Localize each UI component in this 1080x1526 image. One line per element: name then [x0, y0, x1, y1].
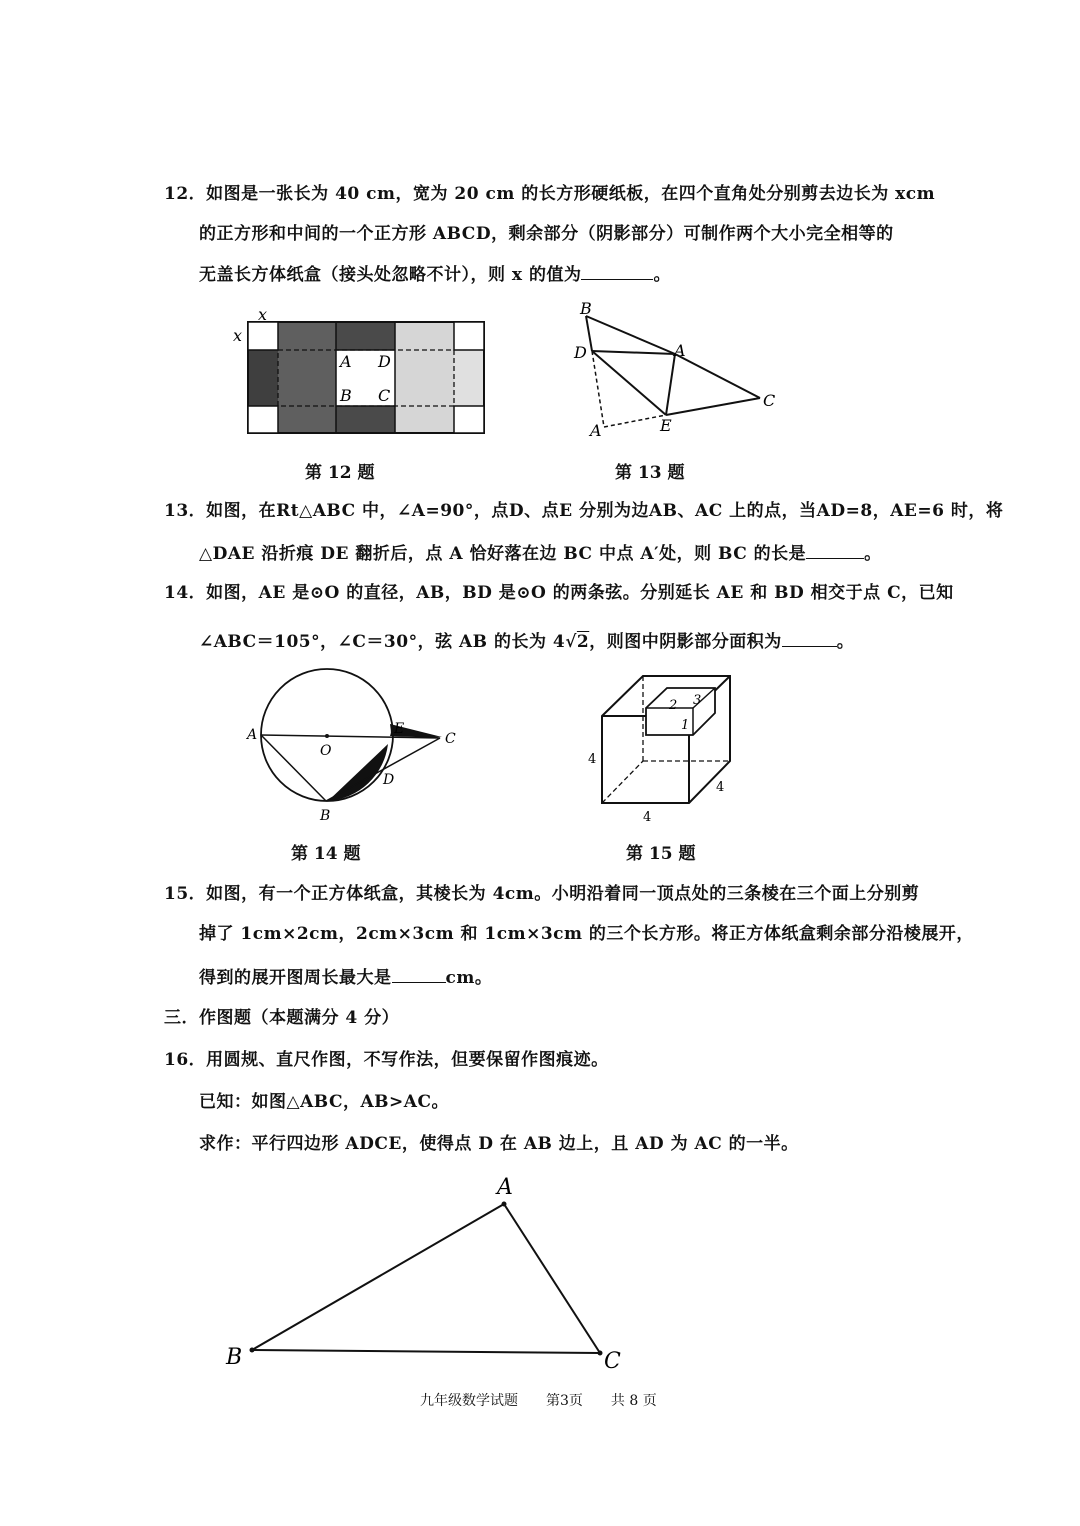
q14-label-D: D [383, 772, 395, 788]
q13-label-C: C [763, 391, 776, 410]
q14-sqrt-sign: √ [565, 632, 577, 652]
q15-label-bottom-4: 4 [643, 810, 652, 825]
footer-total: 共 8 页 [610, 1393, 657, 1409]
q12-label-x-top: x [258, 305, 268, 324]
q13-line2-end: 。 [864, 544, 882, 564]
q15-line1: 15．如图，有一个正方体纸盒，其棱长为 4cm。小明沿着同一顶点处的三条棱在三个面上分别剪 [164, 884, 920, 904]
q12-line3 [199, 261, 671, 287]
q13-label-E: E [660, 416, 672, 435]
q12-line3-text: 无盖长方体纸盒（接头处忽略不计），则 x 的值为 [199, 265, 582, 285]
q12-label-x-left: x [233, 326, 243, 345]
q15-label-3: 3 [693, 693, 702, 708]
q14-line2-end: 。 [836, 632, 855, 652]
footer-title: 九年级数学试题 [420, 1393, 518, 1409]
q14-label-C: C [445, 731, 456, 747]
q12-caption: 第 12 题 [305, 463, 375, 483]
q13-caption: 第 13 题 [615, 463, 685, 483]
q14-line1: 14．如图，AE 是⊙O 的直径，AB，BD 是⊙O 的两条弦。分别延长 AE 和 BD 相交于点 C，已知 [164, 583, 954, 603]
q14-line2 [199, 628, 854, 654]
q14-label-B: B [320, 808, 331, 824]
q13-line1: 13．如图，在Rt△ABC 中，∠A=90°，点D、点E 分别为边AB、AC 上的点，当AD=8，AE=6 时，将 [164, 501, 1004, 521]
q15-label-right-4: 4 [716, 780, 725, 795]
q12-label-D: D [378, 352, 391, 371]
q14-figure [240, 668, 470, 828]
q12-line3-end: 。 [653, 265, 671, 285]
q15-label-1: 1 [681, 718, 690, 733]
q13-label-D: D [574, 343, 587, 362]
q12-label-B: B [340, 386, 352, 405]
q16-line2: 已知：如图△ABC，AB>AC。 [199, 1092, 450, 1112]
q15-label-2: 2 [669, 698, 678, 713]
q15-line3-text: 得到的展开图周长最大是 [199, 968, 392, 988]
q13-figure [570, 298, 790, 443]
q12-label-A: A [340, 352, 352, 371]
q16-label-B: B [226, 1345, 243, 1370]
q13-label-A-prime: A [590, 421, 602, 440]
q14-label-O: O [320, 743, 332, 759]
q16-label-C: C [604, 1349, 621, 1374]
page-footer [420, 1390, 685, 1410]
q14-label-A: A [247, 727, 258, 743]
q13-line2 [199, 540, 882, 566]
q16-line1: 16．用圆规、直尺作图，不写作法，但要保留作图痕迹。 [164, 1050, 609, 1070]
q12-answer-blank[interactable] [581, 261, 653, 280]
q15-answer-blank[interactable] [392, 964, 446, 983]
q15-line3-end: cm。 [445, 968, 493, 988]
q12-label-C: C [378, 386, 391, 405]
q14-line2-text-b: ，则图中阴影部分面积为 [589, 632, 782, 652]
q15-label-left-4: 4 [588, 752, 597, 767]
q16-line3: 求作：平行四边形 ADCE，使得点 D 在 AB 边上，且 AD 为 AC 的一半。 [199, 1134, 799, 1154]
q14-line2-text-a: ∠ABC＝105°，∠C＝30°，弦 AB 的长为 4 [199, 632, 566, 652]
q12-line1: 12．如图是一张长为 40 cm，宽为 20 cm 的长方形硬纸板，在四个直角处分别剪去边长为 xcm [164, 184, 936, 204]
q13-answer-blank[interactable] [806, 540, 864, 559]
q15-figure [580, 668, 750, 828]
q13-label-B: B [580, 299, 592, 318]
q16-figure [220, 1172, 640, 1372]
q14-label-E: E [394, 721, 405, 737]
footer-page: 第3页 [546, 1393, 583, 1409]
q13-label-A: A [674, 341, 686, 360]
q12-line2: 的正方形和中间的一个正方形 ABCD，剩余部分（阴影部分）可制作两个大小完全相等的 [199, 224, 894, 244]
q14-answer-blank[interactable] [782, 628, 837, 647]
q13-line2-text: △DAE 沿折痕 DE 翻折后，点 A 恰好落在边 BC 中点 A′处，则 BC 的长是 [199, 544, 807, 564]
q14-sqrt-value: 2 [576, 632, 590, 652]
q15-line2: 掉了 1cm×2cm，2cm×3cm 和 1cm×3cm 的三个长方形。将正方体纸盒剩余部分沿棱展开， [199, 924, 974, 944]
section3-title: 三．作图题（本题满分 4 分） [164, 1008, 400, 1028]
q15-line3 [199, 964, 492, 990]
q16-label-A: A [497, 1175, 513, 1200]
q14-caption: 第 14 题 [291, 844, 361, 864]
q15-caption: 第 15 题 [626, 844, 696, 864]
q12-figure [228, 304, 498, 434]
